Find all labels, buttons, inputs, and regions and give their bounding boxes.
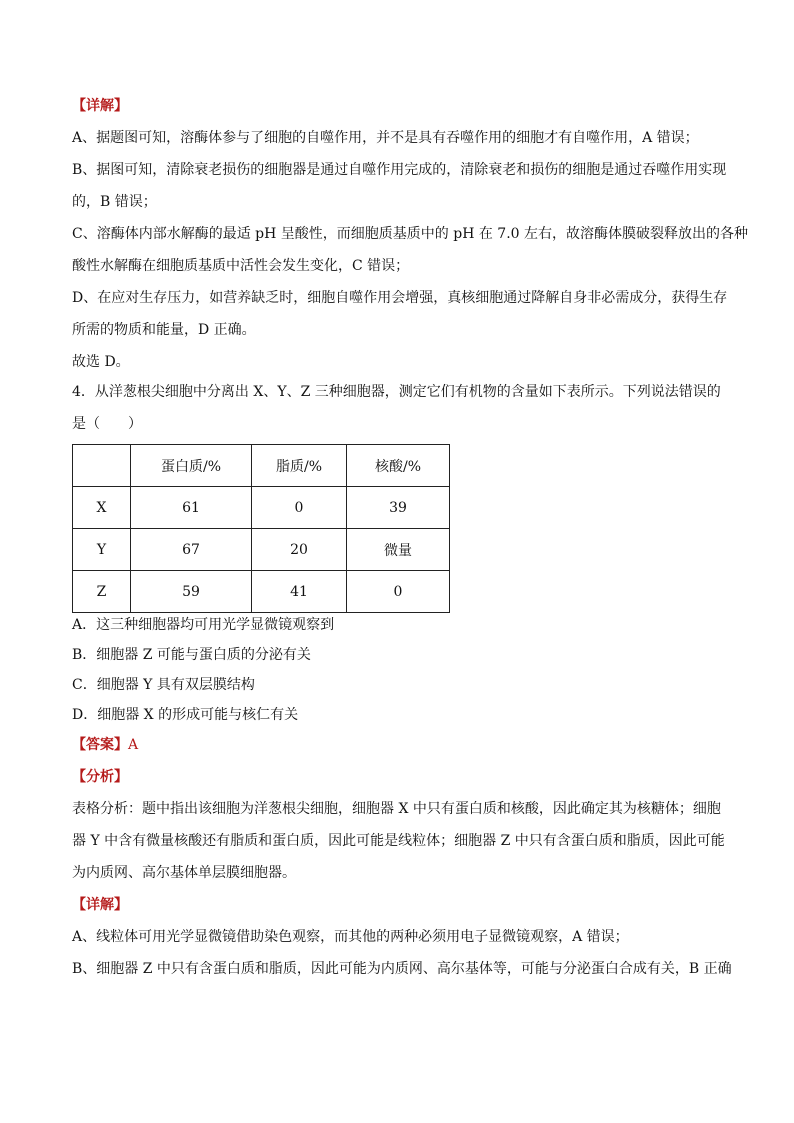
detail-line: A、据题图可知，溶酶体参与了细胞的自噬作用，并不是具有吞噬作用的细胞才有自噬作用，A 错误；: [72, 130, 699, 146]
detail-line: D、在应对生存压力，如营养缺乏时，细胞自噬作用会增强，真核细胞通过降解自身非必需成分，获得生存: [72, 290, 728, 306]
analysis-line: 表格分析：题中指出该细胞为洋葱根尖细胞，细胞器 X 中只有蛋白质和核酸，因此确定其为核糖体；细胞: [72, 801, 721, 817]
table-cell: Y: [73, 529, 131, 571]
analysis-line: 为内质网、高尔基体单层膜细胞器。: [72, 865, 296, 881]
table-cell: 0: [252, 487, 347, 529]
detail-line: 所需的物质和能量，D 正确。: [72, 322, 256, 338]
detail-line: C、溶酶体内部水解酶的最适 pH 呈酸性，而细胞质基质中的 pH 在 7.0 左右，故溶酶体膜破裂释放出的各种: [72, 226, 749, 242]
table-cell: 41: [252, 571, 347, 613]
question-stem-continued: 是（ ）: [72, 416, 142, 432]
table-cell: 0: [347, 571, 450, 613]
detail-line: B、据图可知，清除衰老损伤的细胞器是通过自噬作用完成的，清除衰老和损伤的细胞是通过吞噬作用实现: [72, 162, 727, 178]
table-cell: 39: [347, 487, 450, 529]
option-d: D．细胞器 X 的形成可能与核仁有关: [72, 707, 299, 723]
table-cell: 59: [131, 571, 252, 613]
answer-line: [72, 735, 722, 755]
table-cell: 微量: [347, 529, 450, 571]
table-cell: 67: [131, 529, 252, 571]
table-header-cell: 核酸/%: [347, 445, 450, 487]
option-a: A．这三种细胞器均可用光学显微镜观察到: [72, 617, 335, 633]
detail-line: B、细胞器 Z 中只有含蛋白质和脂质，因此可能为内质网、高尔基体等，可能与分泌蛋白合成有关，B 正确: [72, 961, 732, 977]
table-header-cell: [73, 445, 131, 487]
document-page: [72, 96, 749, 991]
table-cell: 61: [131, 487, 252, 529]
detail-conclusion: 故选 D。: [72, 354, 130, 370]
detail-line: A、线粒体可用光学显微镜借助染色观察，而其他的两种必须用电子显微镜观察，A 错误；: [72, 929, 629, 945]
section-heading-detail-2: 【详解】: [72, 897, 128, 913]
question-stem: 4．从洋葱根尖细胞中分离出 X、Y、Z 三种细胞器，测定它们有机物的含量如下表所示。下列说法错误的: [72, 384, 721, 400]
option-c: C．细胞器 Y 具有双层膜结构: [72, 677, 255, 693]
table-header-cell: 蛋白质/%: [131, 445, 252, 487]
table-header-cell: 脂质/%: [252, 445, 347, 487]
answer-label: 【答案】: [72, 737, 128, 753]
organelle-table: [72, 444, 450, 613]
table-cell: X: [73, 487, 131, 529]
answer-value: A: [128, 737, 139, 753]
section-heading-analysis: 【分析】: [72, 769, 128, 785]
table-row: [73, 571, 450, 613]
table-cell: Z: [73, 571, 131, 613]
detail-line: 酸性水解酶在细胞质基质中活性会发生变化，C 错误；: [72, 258, 410, 274]
table-cell: 20: [252, 529, 347, 571]
table-row: [73, 529, 450, 571]
detail-line: 的，B 错误；: [72, 194, 157, 210]
analysis-line: 器 Y 中含有微量核酸还有脂质和蛋白质，因此可能是线粒体；细胞器 Z 中只有含蛋白质和脂质，因此可能: [72, 833, 725, 849]
option-b: B．细胞器 Z 可能与蛋白质的分泌有关: [72, 647, 311, 663]
table-row: [73, 487, 450, 529]
table-header-row: [73, 445, 450, 487]
section-heading-detail: 【详解】: [72, 98, 128, 114]
